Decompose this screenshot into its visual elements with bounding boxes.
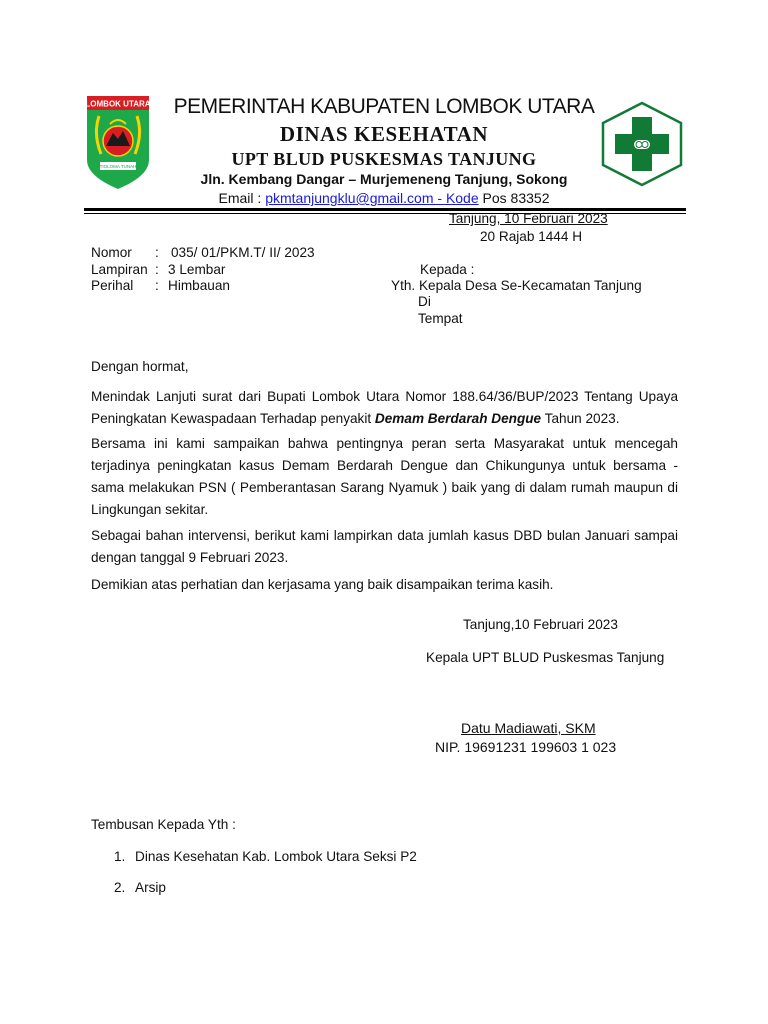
cc-item-text: Arsip <box>135 880 166 895</box>
email-label: Email : <box>218 190 266 206</box>
letterhead-unit: UPT BLUD PUSKESMAS TANJUNG <box>231 149 537 169</box>
postal-code: Pos 83352 <box>478 190 550 206</box>
letterhead-address: Jln. Kembang Dangar – Murjemeneng Tanjung, Sokong <box>200 171 568 187</box>
lampiran-colon: : <box>155 262 159 277</box>
paragraph-reference-text: Menindak Lanjuti surat dari Bupati Lombok Utara Nomor 188.64/36/BUP/2023 Tentang Upaya Peningkatan Kewaspadaan Terhadap penyakit <box>91 389 678 426</box>
signatory-name: Datu Madiawati, SKM <box>461 720 596 736</box>
signature-title: Kepala UPT BLUD Puskesmas Tanjung <box>426 650 665 665</box>
cc-item-number: 2. <box>114 880 126 895</box>
disease-name-emphasis: Demam Berdarah Dengue <box>374 411 542 426</box>
paragraph-reference <box>91 386 678 430</box>
lampiran-label: Lampiran <box>91 262 148 277</box>
perihal-value: Himbauan <box>168 278 230 293</box>
letter-date: Tanjung, 10 Februari 2023 <box>449 211 608 226</box>
paragraph-closing: Demikian atas perhatian dan kerjasama yang baik disampaikan terima kasih. <box>91 577 554 592</box>
paragraph-reference-year: Tahun 2023. <box>541 411 620 426</box>
recipient-kepada: Kepada : <box>420 262 475 277</box>
letterhead-government: PEMERINTAH KABUPATEN LOMBOK UTARA <box>173 95 595 118</box>
nomor-value: 035/ 01/PKM.T/ II/ 2023 <box>171 245 315 260</box>
puskesmas-logo <box>600 101 684 187</box>
hijri-date: 20 Rajab 1444 H <box>480 229 583 244</box>
perihal-label: Perihal <box>91 278 134 293</box>
recipient-address: Yth. Kepala Desa Se-Kecamatan Tanjung <box>391 278 642 293</box>
crest-ribbon-text: TIOLOMA TUNAH <box>99 164 137 169</box>
signature-place-date: Tanjung,10 Februari 2023 <box>463 617 618 632</box>
salutation: Dengan hormat, <box>91 359 189 374</box>
signatory-nip: NIP. 19691231 199603 1 023 <box>435 739 617 755</box>
letterhead-contact <box>0 189 768 207</box>
cc-heading: Tembusan Kepada Yth : <box>91 817 236 832</box>
recipient-tempat: Tempat <box>418 311 463 326</box>
email-link[interactable]: pkmtanjungklu@gmail.com <box>265 190 434 206</box>
letterhead-department: DINAS KESEHATAN <box>279 122 489 146</box>
cc-item-number: 1. <box>114 849 126 864</box>
kode-text: Kode <box>445 190 479 206</box>
paragraph-psn-appeal: Bersama ini kami sampaikan bahwa pentingnya peran serta Masyarakat untuk mencegah terjadinya peningkatan kasus Demam Berdarah Dengue dan Chikungunya untuk bersama - sama melakukan PSN ( Pemberantasan Sarang Nyamuk ) baik yang di dalam rumah maupun di Lingkungan sekitar. <box>91 436 678 517</box>
cc-item-text: Dinas Kesehatan Kab. Lombok Utara Seksi P2 <box>135 849 417 864</box>
nomor-colon: : <box>155 245 159 260</box>
recipient-di: Di <box>418 294 431 309</box>
perihal-colon: : <box>155 278 159 293</box>
paragraph-attachment: Sebagai bahan intervensi, berikut kami lampirkan data jumlah kasus DBD bulan Januari sampai dengan tanggal 9 Februari 2023. <box>91 528 678 565</box>
nomor-label: Nomor <box>91 245 132 260</box>
lampiran-value: 3 Lembar <box>168 262 226 277</box>
email-separator: - <box>433 190 446 206</box>
crest-banner-text: LOMBOK UTARA <box>87 99 149 109</box>
